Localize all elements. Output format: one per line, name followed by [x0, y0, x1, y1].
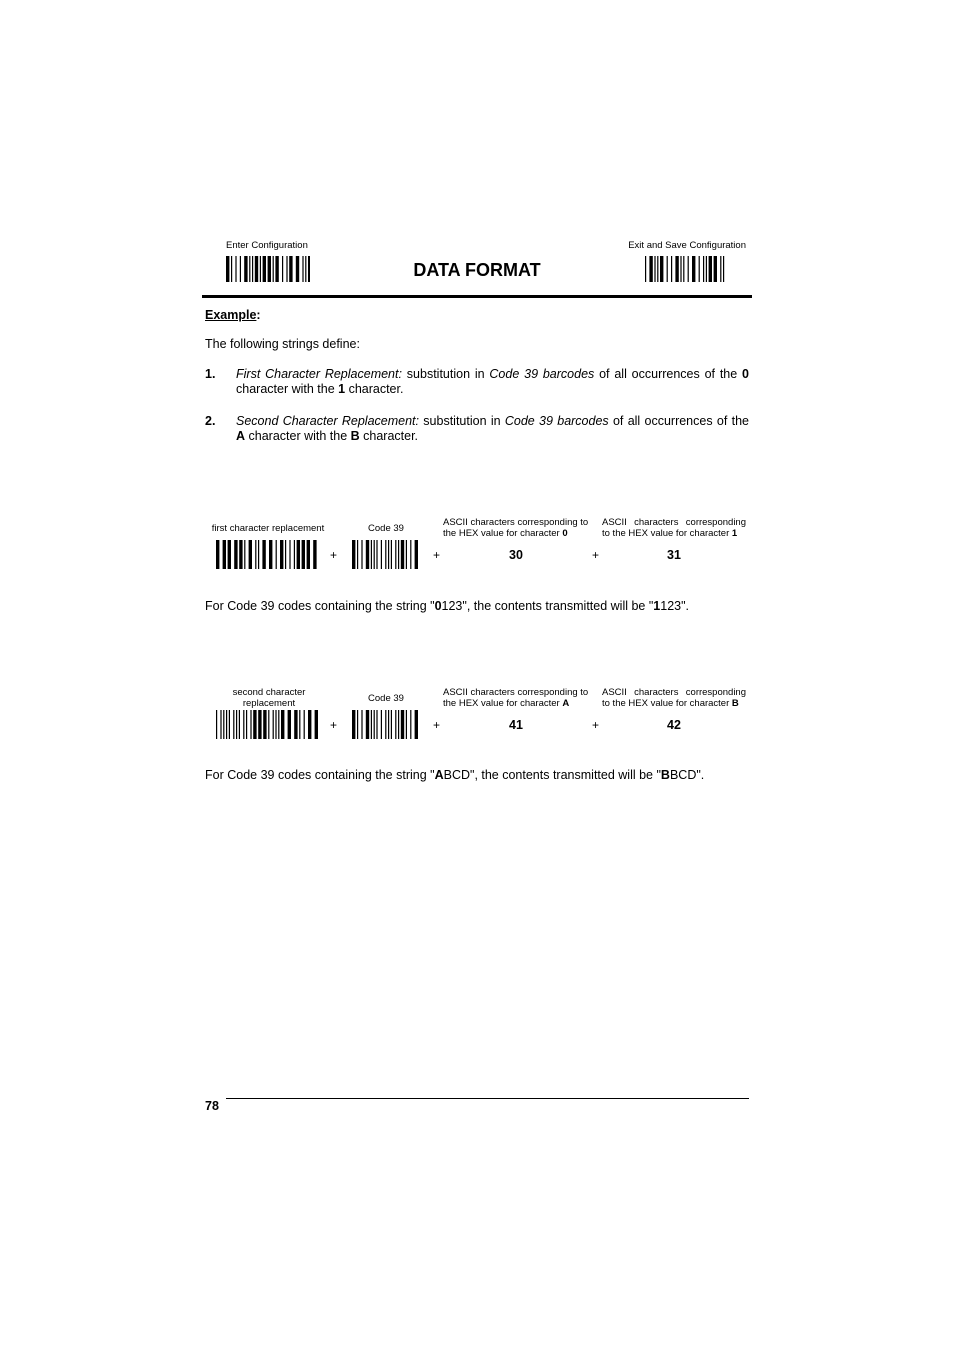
- first-character-replacement-barcode[interactable]: [216, 540, 317, 572]
- hex-value: 41: [509, 718, 523, 732]
- list-item: Second Character Replacement: substitution in Code 39 barcodes of all occurrences of the A character with the B character.: [236, 414, 749, 443]
- plus-sign: +: [592, 548, 600, 562]
- exit-save-configuration-label: Exit and Save Configuration: [628, 240, 746, 251]
- plus-sign: +: [433, 548, 441, 562]
- result-text: For Code 39 codes containing the string "0123", the contents transmitted will be "1123".: [205, 599, 690, 613]
- result-text: For Code 39 codes containing the string "ABCD", the contents transmitted will be "BBCD".: [205, 768, 705, 782]
- first-character-replacement-label: first character replacement: [211, 523, 325, 534]
- hex-value: 30: [509, 548, 523, 562]
- second-character-replacement-label: second character replacement: [232, 687, 306, 709]
- list-item-number: 1.: [205, 367, 216, 381]
- list-item-number: 2.: [205, 414, 216, 428]
- footer-rule: [226, 1098, 749, 1099]
- hex-value: 42: [667, 718, 681, 732]
- hex-value: 31: [667, 548, 681, 562]
- hex-value-label: ASCII characters corresponding to the HEX value for character B: [602, 687, 746, 709]
- exit-save-configuration-barcode[interactable]: [645, 256, 727, 288]
- page-title: DATA FORMAT: [413, 260, 541, 280]
- second-character-replacement-barcode[interactable]: [216, 710, 318, 742]
- hex-value-label: ASCII characters corresponding to the HEX value for character A: [443, 687, 589, 709]
- plus-sign: +: [330, 718, 338, 732]
- plus-sign: +: [330, 548, 338, 562]
- hex-value-label: ASCII characters corresponding to the HEX value for character 0: [443, 517, 589, 539]
- plus-sign: +: [433, 718, 441, 732]
- list-item: First Character Replacement: substitution in Code 39 barcodes of all occurrences of the 0 character with the 1 character.: [236, 367, 749, 396]
- page-number: 78: [205, 1099, 219, 1113]
- enter-configuration-label: Enter Configuration: [226, 240, 308, 251]
- code39-barcode[interactable]: [352, 710, 419, 742]
- example-intro: The following strings define:: [205, 337, 360, 351]
- code39-label: Code 39: [368, 523, 404, 534]
- code39-barcode[interactable]: [352, 540, 419, 572]
- example-heading: Example:: [205, 308, 261, 322]
- header-rule: [202, 295, 752, 298]
- code39-label: Code 39: [368, 693, 404, 704]
- plus-sign: +: [592, 718, 600, 732]
- hex-value-label: ASCII characters corresponding to the HEX value for character 1: [602, 517, 746, 539]
